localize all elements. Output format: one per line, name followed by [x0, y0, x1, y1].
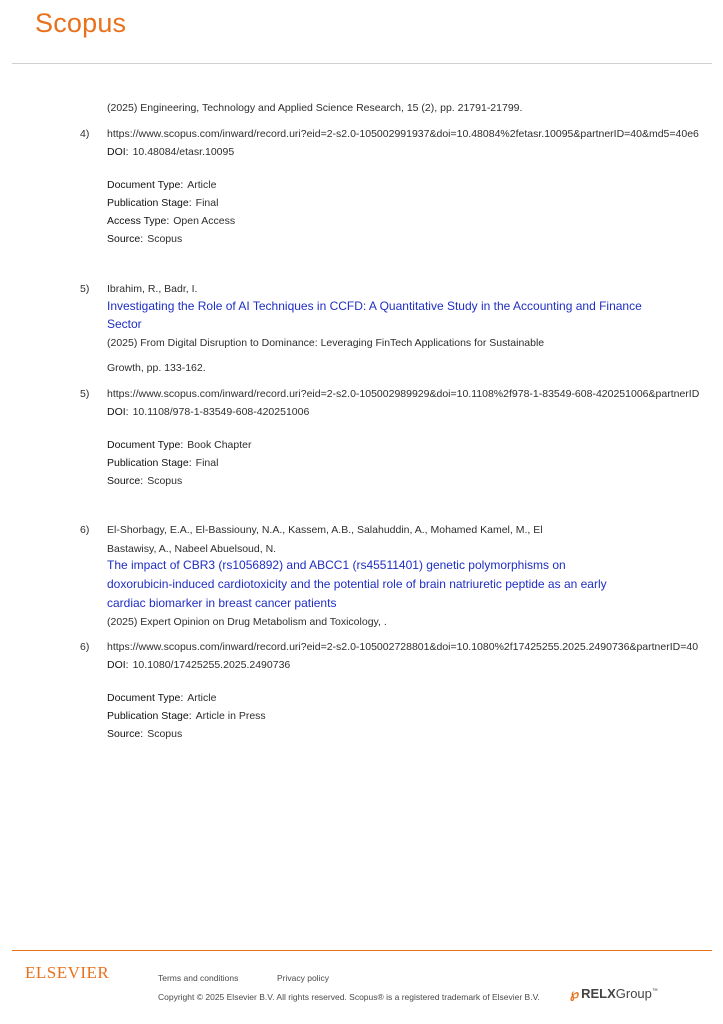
entry-6-document-type: [107, 691, 216, 705]
elsevier-logo[interactable]: ELSEVIER: [25, 963, 110, 982]
header-divider: [12, 63, 712, 64]
entry-4-url-number: 4): [80, 128, 90, 140]
document-type-label: Document Type:: [107, 179, 184, 191]
entry-6-authors-line-1: El-Shorbagy, E.A., El-Bassiouny, N.A., Kassem, A.B., Salahuddin, A., Mohamed Kamel, M., El: [107, 524, 543, 536]
entry-6-url[interactable]: https://www.scopus.com/inward/record.uri?eid=2-s2.0-105002728801&doi=10.1080%2f17425255.2025.2490736&partnerID=40: [107, 641, 699, 653]
access-type-label: Access Type:: [107, 215, 170, 227]
entry-6-title-line-2[interactable]: doxorubicin-induced cardiotoxicity and the potential role of brain natriuretic peptide as an early: [107, 577, 607, 591]
entry-5-source-db: [107, 474, 182, 488]
footer-divider: [12, 950, 712, 951]
scopus-logo[interactable]: Scopus: [35, 8, 127, 38]
source-label: Source:: [107, 728, 144, 740]
source-label: Source:: [107, 233, 144, 245]
doi-label: DOI:: [107, 146, 129, 158]
entry-4-source-db: [107, 232, 182, 246]
entry-4-publication-stage: [107, 196, 218, 210]
entry-4-url[interactable]: https://www.scopus.com/inward/record.uri?eid=2-s2.0-105002991937&doi=10.48084%2fetasr.10095&partnerID=40&md5=40e6: [107, 128, 699, 140]
copyright-text: Copyright © 2025 Elsevier B.V. All rights reserved. Scopus® is a registered trademark of Elsevier B.V.: [158, 992, 540, 1002]
access-type-value: Open Access: [173, 215, 236, 227]
entry-5-doi-row: [107, 405, 309, 419]
doi-label: DOI:: [107, 659, 129, 671]
publication-stage-label: Publication Stage:: [107, 457, 192, 469]
source-label: Source:: [107, 475, 144, 487]
entry-6-url-number: 6): [80, 641, 90, 653]
entry-5-title-line-1[interactable]: Investigating the Role of AI Techniques in CCFD: A Quantitative Study in the Accounting and Finance: [107, 299, 642, 313]
privacy-link[interactable]: Privacy policy: [277, 973, 329, 983]
document-type-label: Document Type:: [107, 439, 184, 451]
relx-trademark: ™: [651, 988, 658, 995]
doi-label: DOI:: [107, 406, 129, 418]
entry-5-number: 5): [80, 283, 90, 295]
entry-5-source-line-1: (2025) From Digital Disruption to Dominance: Leveraging FinTech Applications for Sustainable: [107, 337, 545, 349]
document-type-label: Document Type:: [107, 692, 184, 704]
entry-4-doi-row: [107, 145, 234, 159]
source-value: Scopus: [147, 475, 183, 487]
publication-stage-label: Publication Stage:: [107, 197, 192, 209]
entry-5-title-line-2[interactable]: Sector: [107, 317, 142, 331]
entry-6-doi-row: [107, 658, 290, 672]
entry-4-document-type: [107, 178, 216, 192]
source-value: Scopus: [147, 728, 183, 740]
publication-stage-value: Article in Press: [195, 710, 266, 722]
entry-6-number: 6): [80, 524, 90, 536]
document-type-value: Article: [187, 179, 217, 191]
entry-6-source-db: [107, 727, 182, 741]
entry-6-publication-stage: [107, 709, 266, 723]
entry-5-document-type: [107, 438, 251, 452]
relx-mark-icon: ℘: [570, 986, 580, 1001]
publication-stage-label: Publication Stage:: [107, 710, 192, 722]
relx-group-logo[interactable]: [570, 986, 658, 1002]
relx-group-text: Group: [615, 986, 652, 1001]
entry-6-source: (2025) Expert Opinion on Drug Metabolism and Toxicology, .: [107, 616, 387, 628]
entry-6-authors-line-2: Bastawisy, A., Nabeel Abuelsoud, N.: [107, 543, 277, 555]
entry-4-access-type: [107, 214, 235, 228]
relx-wordmark: RELX: [581, 986, 616, 1001]
publication-stage-value: Final: [195, 197, 219, 209]
terms-link[interactable]: Terms and conditions: [158, 973, 239, 983]
entry-5-publication-stage: [107, 456, 218, 470]
entry-4-source: (2025) Engineering, Technology and Applied Science Research, 15 (2), pp. 21791-21799.: [107, 102, 523, 114]
entry-6-title-line-1[interactable]: The impact of CBR3 (rs1056892) and ABCC1 (rs45511401) genetic polymorphisms on: [107, 558, 566, 572]
entry-5-url-number: 5): [80, 388, 90, 400]
entry-5-authors: Ibrahim, R., Badr, I.: [107, 283, 198, 295]
document-type-value: Article: [187, 692, 217, 704]
entry-6-title-line-3[interactable]: cardiac biomarker in breast cancer patients: [107, 596, 337, 610]
doi-value[interactable]: 10.48084/etasr.10095: [132, 146, 235, 158]
entry-5-url[interactable]: https://www.scopus.com/inward/record.uri?eid=2-s2.0-105002989929&doi=10.1108%2f978-1-83549-608-420251006&partnerID: [107, 388, 700, 400]
doi-value[interactable]: 10.1108/978-1-83549-608-420251006: [132, 406, 310, 418]
publication-stage-value: Final: [195, 457, 219, 469]
source-value: Scopus: [147, 233, 183, 245]
document-type-value: Book Chapter: [187, 439, 252, 451]
entry-5-source-line-2: Growth, pp. 133-162.: [107, 362, 206, 374]
doi-value[interactable]: 10.1080/17425255.2025.2490736: [132, 659, 291, 671]
